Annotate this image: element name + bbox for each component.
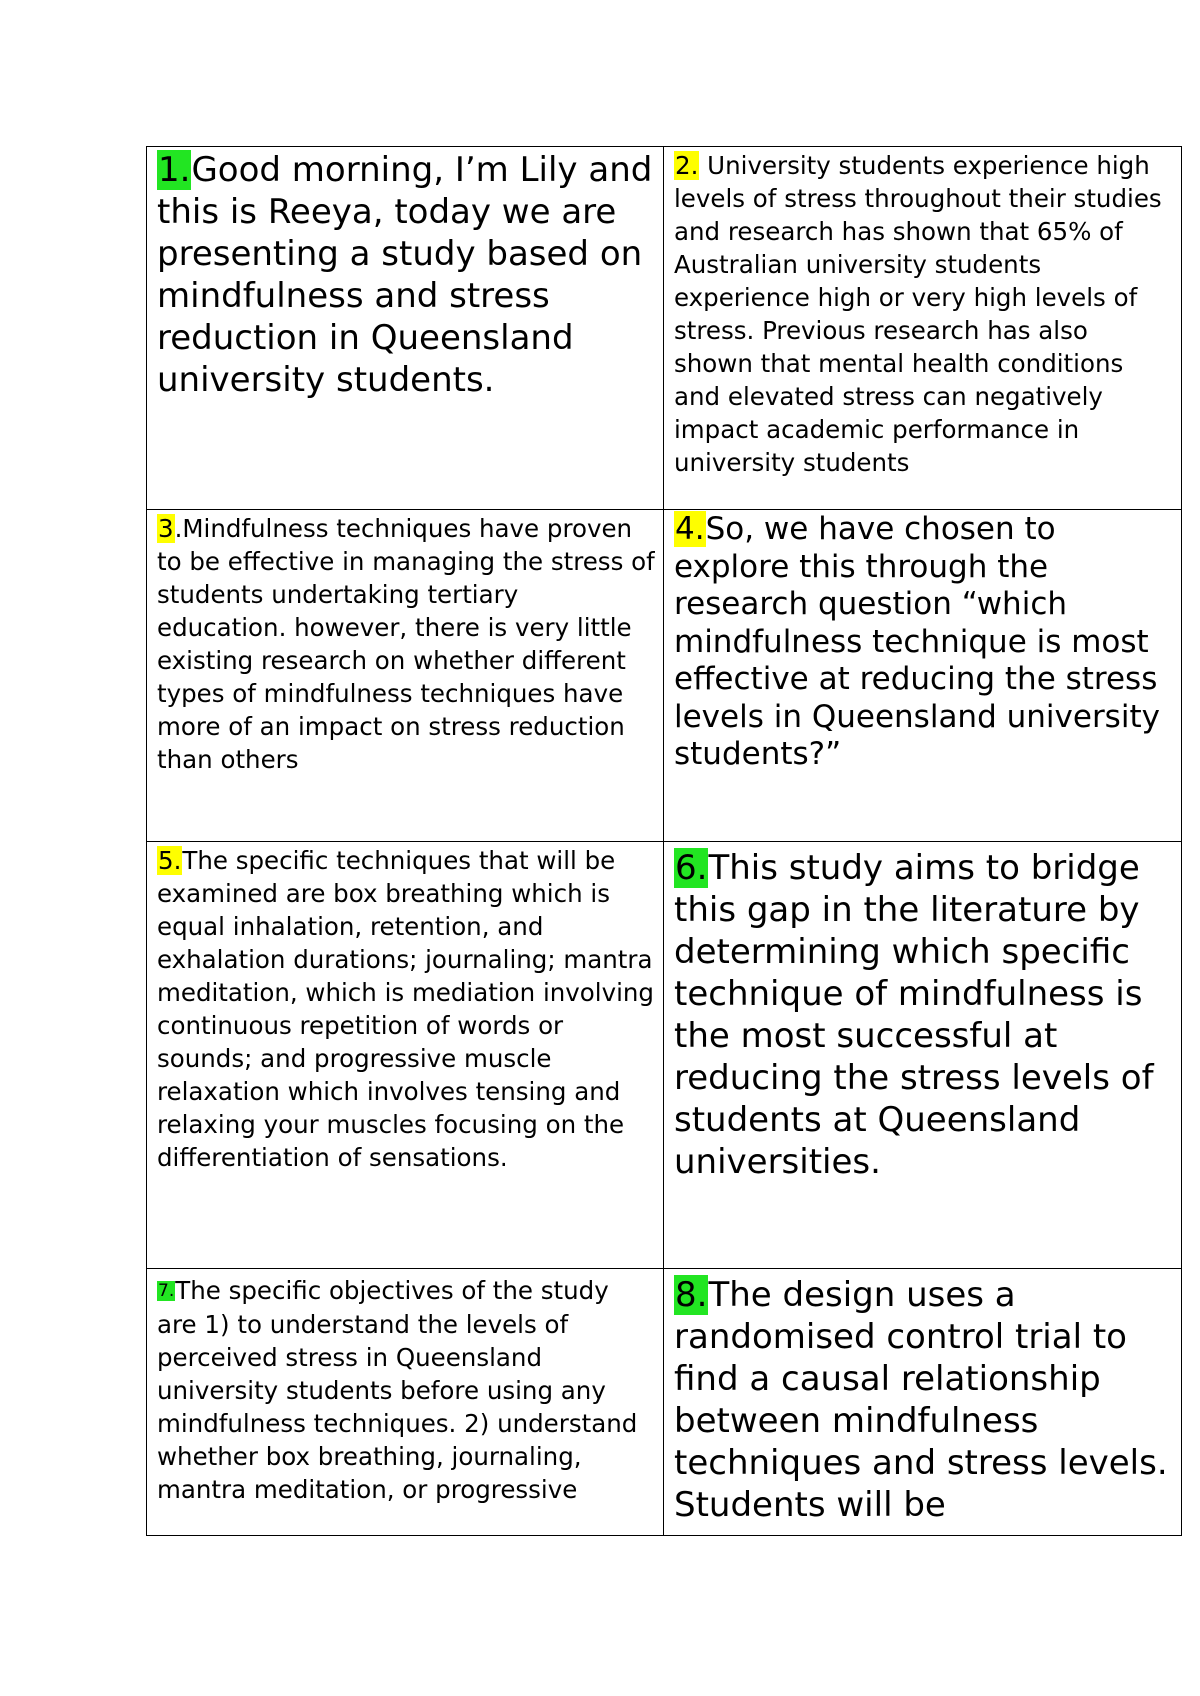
cue-number-1: 1.	[158, 150, 191, 190]
cue-text-8: The design uses a randomised control trial to find a causal relationship between mindfulness techniques and stress levels. Students will be	[674, 1275, 1168, 1525]
cue-text-6: This study aims to bridge this gap in the literature by determining which specific technique of mindfulness is the most successful at reducing the stress levels of students at Queensland universities.	[674, 848, 1154, 1182]
cue-cell-7	[147, 1269, 664, 1536]
cue-cell-4	[664, 510, 1182, 842]
cue-card-table	[146, 146, 1182, 1536]
cue-text-1: Good morning, I’m Lily and this is Reeya, today we are presenting a study based on mindfulness and stress reduction in Queensland university students.	[157, 150, 653, 400]
cue-number-3: 3	[158, 514, 174, 543]
cue-number-5: 5.	[158, 846, 182, 875]
cue-number-7: 7.	[158, 1281, 175, 1301]
table-row	[147, 147, 1182, 510]
cue-text-3: .Mindfulness techniques have proven to be effective in managing the stress of students undertaking tertiary education. however, there is very little existing research on whether different types of mindfulness techniques have more of an impact on stress reduction than others	[157, 514, 655, 774]
cue-cell-8	[664, 1269, 1182, 1536]
cue-number-4: 4.	[675, 511, 705, 547]
cue-cell-5	[147, 842, 664, 1269]
cue-number-6: 6.	[675, 848, 708, 888]
cue-text-4: So, we have chosen to explore this through the research question “which mindfulness technique is most effective at reducing the stress levels in Queensland university students?”	[674, 511, 1160, 772]
cue-cell-2	[664, 147, 1182, 510]
cue-text-2: University students experience high levels of stress throughout their studies and research has shown that 65% of Australian university students experience high or very high levels of stress. Previous research has also shown that mental health conditions and elevated stress can negatively impact academic performance in university students	[674, 151, 1162, 477]
cue-text-5: The specific techniques that will be examined are box breathing which is equal inhalation, retention, and exhalation durations; journaling; mantra meditation, which is mediation involving continuous repetition of words or sounds; and progressive muscle relaxation which involves tensing and relaxing your muscles focusing on the differentiation of sensations.	[157, 846, 654, 1172]
cue-number-8: 8.	[675, 1275, 708, 1315]
table-row	[147, 1269, 1182, 1536]
cue-number-2: 2.	[675, 151, 699, 180]
cue-cell-6	[664, 842, 1182, 1269]
cue-cell-1	[147, 147, 664, 510]
cue-text-7: The specific objectives of the study are 1) to understand the levels of perceived stress in Queensland university students before using any mindfulness techniques. 2) understand whether box breathing, journaling, mantra meditation, or progressive	[157, 1276, 638, 1504]
cue-cell-3	[147, 510, 664, 842]
table-row	[147, 842, 1182, 1269]
table-row	[147, 510, 1182, 842]
